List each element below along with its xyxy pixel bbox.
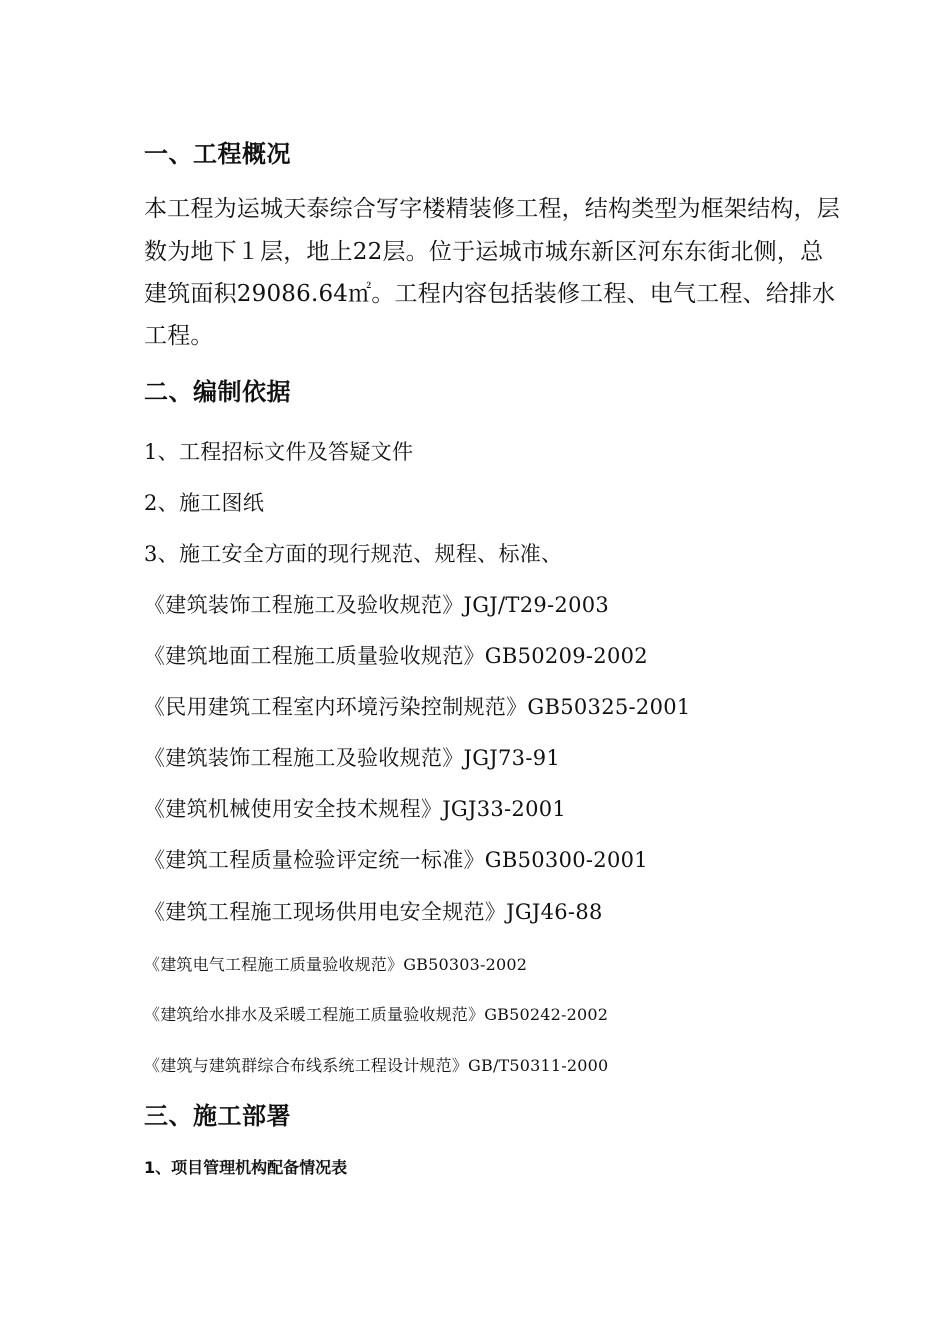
overview-paragraph-line: 建筑面积29086.64㎡。工程内容包括装修工程、电气工程、给排水 xyxy=(144,281,836,307)
overview-paragraph-line: 本工程为运城天泰综合写字楼精装修工程，结构类型为框架结构，层 xyxy=(144,196,840,222)
basis-list-item: 1、工程招标文件及答疑文件 xyxy=(144,440,414,464)
standard-reference-small: 《建筑给水排水及采暖工程施工质量验收规范》GB50242-2002 xyxy=(144,1005,609,1024)
standard-reference: 《建筑地面工程施工质量验收规范》GB50209-2002 xyxy=(144,644,648,668)
section-heading-overview: 一、工程概况 xyxy=(144,140,291,168)
subsection-heading-management: 1、项目管理机构配备情况表 xyxy=(144,1158,348,1177)
standard-reference: 《建筑工程质量检验评定统一标准》GB50300-2001 xyxy=(144,848,648,872)
standard-reference: 《建筑装饰工程施工及验收规范》JGJ/T29-2003 xyxy=(144,593,610,617)
standard-reference: 《民用建筑工程室内环境污染控制规范》GB50325-2001 xyxy=(144,695,691,719)
basis-list-item: 2、施工图纸 xyxy=(144,491,265,515)
standard-reference: 《建筑机械使用安全技术规程》JGJ33-2001 xyxy=(144,797,567,821)
overview-paragraph-line: 数为地下１层，地上22层。位于运城市城东新区河东东街北侧，总 xyxy=(144,239,824,265)
basis-list-item: 3、施工安全方面的现行规范、规程、标准、 xyxy=(144,542,563,566)
overview-paragraph-line: 工程。 xyxy=(144,323,214,349)
section-heading-basis: 二、编制依据 xyxy=(144,378,291,406)
standard-reference-small: 《建筑电气工程施工质量验收规范》GB50303-2002 xyxy=(144,955,528,974)
standard-reference: 《建筑装饰工程施工及验收规范》JGJ73-91 xyxy=(144,746,561,770)
section-heading-deployment: 三、施工部署 xyxy=(144,1102,291,1130)
standard-reference-small: 《建筑与建筑群综合布线系统工程设计规范》GB/T50311-2000 xyxy=(144,1056,609,1075)
standard-reference: 《建筑工程施工现场供用电安全规范》JGJ46-88 xyxy=(144,900,603,924)
